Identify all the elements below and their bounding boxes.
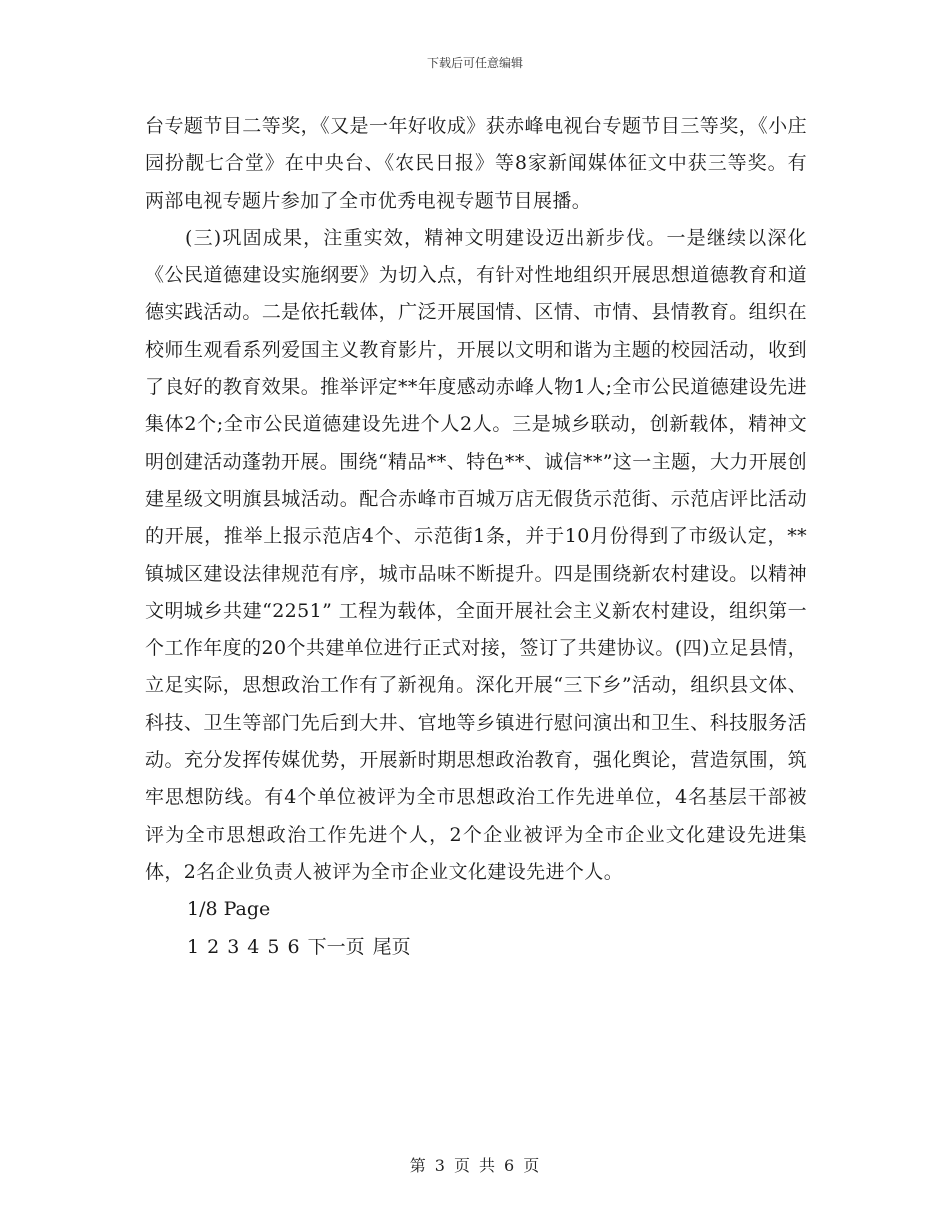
page-link-6[interactable]: 6 bbox=[287, 935, 300, 958]
page-link-4[interactable]: 4 bbox=[247, 935, 260, 958]
page-link-2[interactable]: 2 bbox=[207, 935, 220, 958]
page-indicator: 1/8 Page bbox=[187, 898, 271, 921]
footer-current-page: 3 bbox=[434, 1156, 446, 1175]
footer-page-word: 页 bbox=[453, 1156, 471, 1175]
page-link-1[interactable]: 1 bbox=[187, 935, 200, 958]
pagination bbox=[145, 929, 807, 966]
page-link-5[interactable]: 5 bbox=[267, 935, 280, 958]
page-link-3[interactable]: 3 bbox=[227, 935, 240, 958]
paragraph-2: (三)巩固成果，注重实效，精神文明建设迈出新步伐。一是继续以深化《公民道德建设实施纲要》为切入点，有针对性地组织开展思想道德教育和道德实践活动。二是依托载体，广泛开展国情、区情、市情、县情教育。组织在校师生观看系列爱国主义教育影片，开展以文明和谐为主题的校园活动，收到了良好的教育效果。推举评定**年度感动赤峰人物1人;全市公民道德建设先进集体2个;全市公民道德建设先进个人2人。三是城乡联动，创新载体，精神文明创建活动蓬勃开展。围绕“精品**、特色**、诚信**”这一主题，大力开展创建星级文明旗县城活动。配合赤峰市百城万店无假货示范街、示范店评比活动的开展，推举上报示范店4个、示范街1条，并于10月份得到了市级认定，**镇城区建设法律规范有序，城市品味不断提升。四是围绕新农村建设。以精神文明城乡共建“2251” 工程为载体，全面开展社会主义新农村建设，组织第一个工作年度的20个共建单位进行正式对接，签订了共建协议。(四)立足县情，立足实际，思想政治工作有了新视角。深化开展“三下乡”活动，组织县文体、科技、卫生等部门先后到大井、官地等乡镇进行慰问演出和卫生、科技服务活动。充分发挥传媒优势，开展新时期思想政治教育，强化舆论，营造氛围，筑牢思想防线。有4个单位被评为全市思想政治工作先进单位，4名基层干部被评为全市思想政治工作先进个人，2个企业被评为全市企业文化建设先进集体，2名企业负责人被评为全市企业文化建设先进个人。 bbox=[145, 226, 807, 883]
paragraph-1: 台专题节目二等奖，《又是一年好收成》获赤峰电视台专题节目三等奖，《小庄园扮靓七合堂》在中央台、《农民日报》等8家新闻媒体征文中获三等奖。有两部电视专题片参加了全市优秀电视专题节目展播。 bbox=[145, 115, 807, 212]
page-header: 下载后可任意编辑 bbox=[426, 56, 523, 70]
page-footer bbox=[0, 1153, 950, 1176]
footer-prefix: 第 bbox=[409, 1156, 427, 1175]
footer-suffix: 页 bbox=[523, 1156, 541, 1175]
document-body bbox=[145, 108, 807, 966]
next-page-link[interactable]: 下一页 bbox=[307, 935, 365, 958]
footer-total-pages: 6 bbox=[504, 1156, 516, 1175]
last-page-link[interactable]: 尾页 bbox=[372, 935, 411, 958]
footer-total-word: 共 bbox=[479, 1156, 497, 1175]
